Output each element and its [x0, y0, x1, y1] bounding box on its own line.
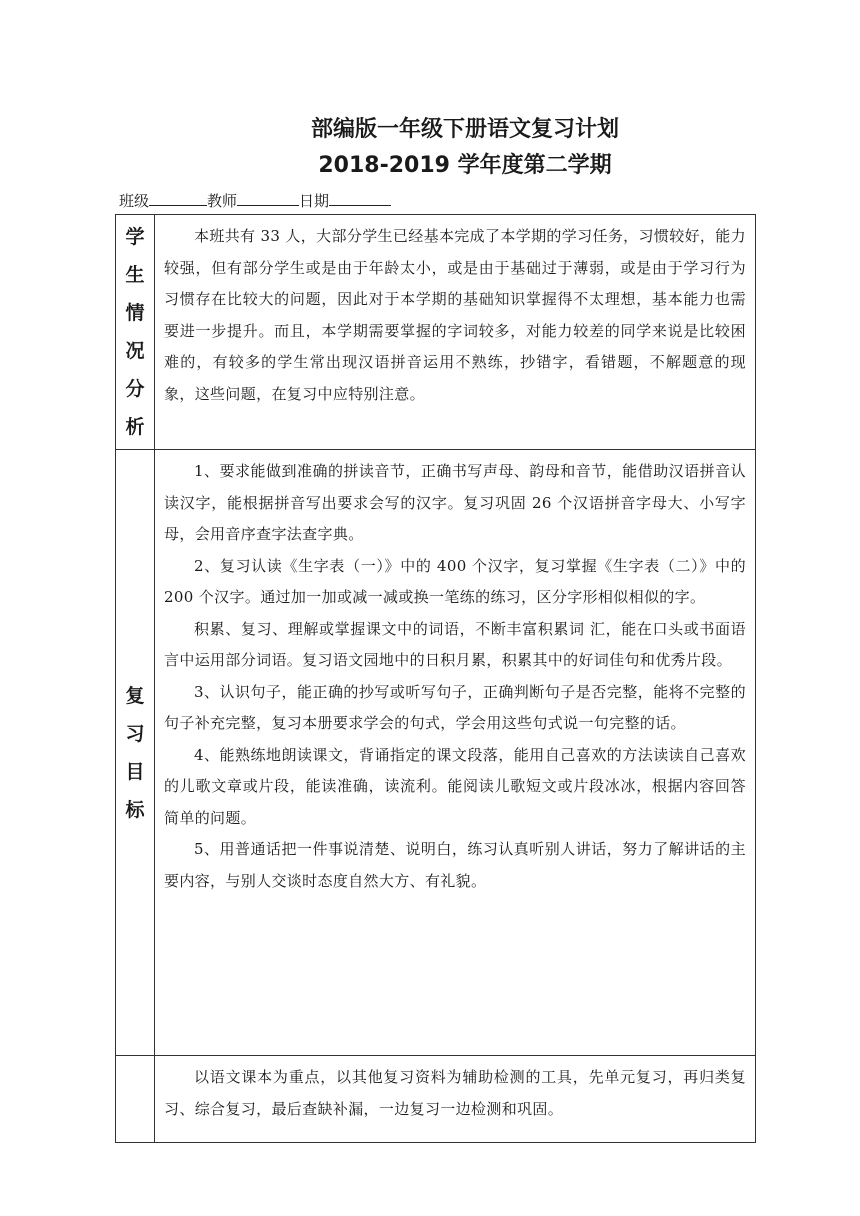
paragraph: 4、能熟练地朗读课文，背诵指定的课文段落，能用自己喜欢的方法读读自己喜欢的儿歌文章或片段，能读准确，读流利。能阅读儿歌短文或片段冰冰，根据内容回答简单的问题。 — [164, 745, 746, 827]
document-title: 部编版一年级下册语文复习计划 — [310, 117, 619, 142]
paragraph: 1、要求能做到准确的拼读音节，正确书写声母、韵母和音节，能借助汉语拼音认读汉字，能根据拼音写出要求会写的汉字。复习巩固 26 个汉语拼音字母大、小写字母，会用音序查字法查字典。 — [164, 462, 746, 543]
teacher-blank — [237, 191, 299, 206]
row-label-empty — [116, 1056, 155, 1143]
table-row-review-goals — [116, 450, 756, 1056]
label-char: 复 — [125, 684, 145, 707]
date-blank — [329, 191, 391, 206]
plan-table — [115, 214, 756, 1143]
class-blank — [149, 191, 207, 206]
table-row-student-analysis — [116, 215, 756, 450]
row-content-review-goals — [155, 450, 756, 1056]
label-char: 情 — [125, 302, 145, 324]
label-char: 习 — [125, 722, 145, 745]
info-line — [119, 190, 391, 211]
row-content-review-method — [155, 1056, 756, 1143]
paragraph: 2、复习认读《生字表（一）》中的 400 个汉字，复习掌握《生字表（二）》中的 200 个汉字。通过加一加或减一减或换一笔练的练习，区分字形相似相似的字。 — [164, 556, 746, 606]
paragraph: 积累、复习、理解或掌握课文中的词语，不断丰富积累词 汇，能在口头或书面语言中运用部分词语。复习语文园地中的日积月累，积累其中的好词佳句和优秀片段。 — [164, 619, 746, 669]
label-char: 分 — [125, 378, 145, 400]
paragraph: 5、用普通话把一件事说清楚、说明白，练习认真听别人讲话，努力了解讲话的主要内容，与别人交谈时态度自然大方、有礼貌。 — [164, 840, 746, 890]
paragraph: 本班共有 33 人，大部分学生已经基本完成了本学期的学习任务，习惯较好，能力较强，但有部分学生或是由于年龄太小，或是由于基础过于薄弱，或是由于学习行为习惯存在比较大的问题，因此对于本学期的基础知识掌握得不太理想，基本能力也需要进一步提升。而且，本学期需要掌握的字词较多，对能力较差的同学来说是比较困难的，有较多的学生常出现汉语拼音运用不熟练，抄错字，看错题，不解题意的现象，这些问题，在复习中应特别注意。 — [164, 227, 746, 403]
row-label-student-analysis — [116, 215, 155, 450]
label-char: 析 — [125, 416, 145, 438]
date-label: 日期 — [299, 192, 330, 210]
label-char: 况 — [125, 340, 145, 362]
label-char: 生 — [125, 264, 145, 286]
paragraph: 3、认识句子，能正确的抄写或听写句子，正确判断句子是否完整，能将不完整的句子补充完整，复习本册要求学会的句式，学会用这些句式说一句完整的话。 — [164, 682, 746, 732]
row-label-review-goals — [116, 450, 155, 1056]
label-char: 标 — [125, 798, 145, 821]
paragraph: 以语文课本为重点，以其他复习资料为辅助检测的工具，先单元复习，再归类复习、综合复习，最后查缺补漏，一边复习一边检测和巩固。 — [164, 1068, 746, 1118]
label-char: 目 — [125, 760, 145, 783]
teacher-label: 教师 — [207, 192, 238, 210]
table-row-review-method — [116, 1056, 756, 1143]
class-label: 班级 — [119, 192, 150, 210]
document-subtitle: 2018-2019 学年度第二学期 — [318, 153, 612, 178]
label-char: 学 — [125, 226, 145, 248]
row-content-student-analysis — [155, 215, 756, 450]
